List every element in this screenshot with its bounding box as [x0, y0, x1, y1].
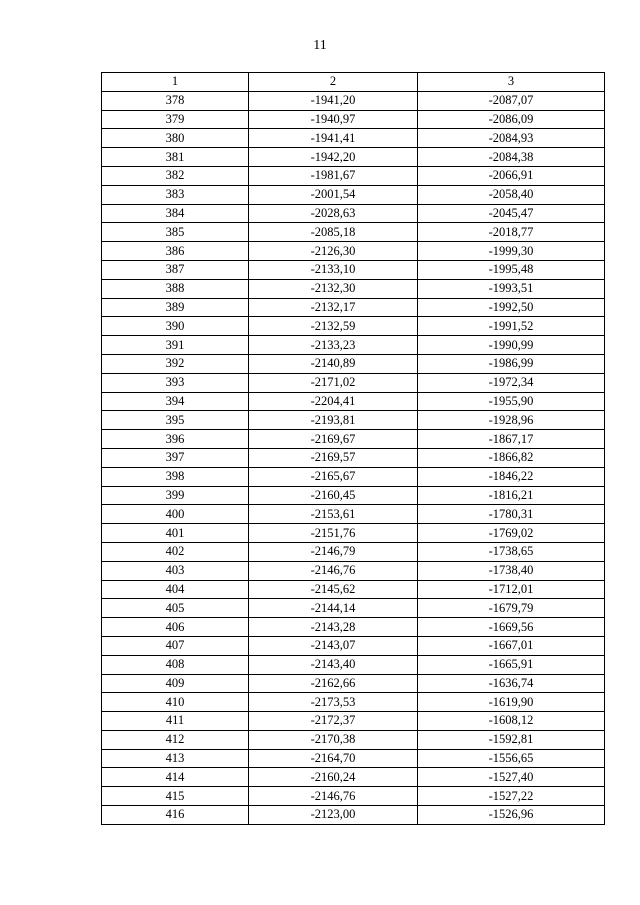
column-header-2: 2: [249, 73, 418, 92]
table-row: [102, 110, 605, 129]
table-cell-col-2: -2140,89: [249, 354, 418, 373]
table-row: [102, 373, 605, 392]
table-cell-col-2: -2028,63: [249, 204, 418, 223]
table-cell-col-3: -1816,21: [418, 486, 605, 505]
table-row: [102, 279, 605, 298]
table-cell-col-3: -1665,91: [418, 655, 605, 674]
table-cell-col-3: -1527,40: [418, 768, 605, 787]
table-cell-col-2: -2160,45: [249, 486, 418, 505]
table-cell-col-2: -2160,24: [249, 768, 418, 787]
table-cell-col-3: -1846,22: [418, 467, 605, 486]
table-cell-col-1: 394: [102, 392, 249, 411]
table-cell-col-2: -2173,53: [249, 693, 418, 712]
table-cell-col-2: -2169,67: [249, 430, 418, 449]
table-row: [102, 693, 605, 712]
table-cell-col-2: -2146,76: [249, 787, 418, 806]
table-cell-col-3: -1679,79: [418, 599, 605, 618]
column-header-3: 3: [418, 73, 605, 92]
table-row: [102, 317, 605, 336]
coordinates-table: [101, 72, 605, 825]
table-row: [102, 411, 605, 430]
table-cell-col-1: 406: [102, 618, 249, 637]
table-cell-col-3: -1769,02: [418, 524, 605, 543]
table-cell-col-2: -2204,41: [249, 392, 418, 411]
table-cell-col-3: -1866,82: [418, 448, 605, 467]
table-cell-col-3: -2084,38: [418, 148, 605, 167]
table-row: [102, 599, 605, 618]
table-cell-col-2: -1941,20: [249, 91, 418, 110]
table-row: [102, 806, 605, 825]
table-cell-col-3: -1995,48: [418, 260, 605, 279]
table-row: [102, 674, 605, 693]
table-cell-col-1: 405: [102, 599, 249, 618]
table-cell-col-3: -1955,90: [418, 392, 605, 411]
table-cell-col-2: -2132,17: [249, 298, 418, 317]
table-cell-col-3: -2084,93: [418, 129, 605, 148]
table-cell-col-2: -2085,18: [249, 223, 418, 242]
table-cell-col-1: 410: [102, 693, 249, 712]
table-cell-col-3: -1780,31: [418, 505, 605, 524]
table-cell-col-3: -2045,47: [418, 204, 605, 223]
table-cell-col-1: 396: [102, 430, 249, 449]
table-cell-col-1: 403: [102, 561, 249, 580]
table-cell-col-2: -2151,76: [249, 524, 418, 543]
table-row: [102, 223, 605, 242]
table-cell-col-1: 404: [102, 580, 249, 599]
table-cell-col-1: 392: [102, 354, 249, 373]
table-cell-col-3: -1928,96: [418, 411, 605, 430]
table-cell-col-2: -2172,37: [249, 712, 418, 731]
table-cell-col-2: -2001,54: [249, 185, 418, 204]
table-cell-col-2: -2193,81: [249, 411, 418, 430]
table-row: [102, 467, 605, 486]
table-cell-col-2: -2144,14: [249, 599, 418, 618]
table-cell-col-2: -1940,97: [249, 110, 418, 129]
table-cell-col-2: -2164,70: [249, 749, 418, 768]
table-cell-col-3: -1636,74: [418, 674, 605, 693]
column-header-1: 1: [102, 73, 249, 92]
table-row: [102, 166, 605, 185]
table-cell-col-2: -2133,10: [249, 260, 418, 279]
table-cell-col-1: 397: [102, 448, 249, 467]
table-row: [102, 712, 605, 731]
table-cell-col-2: -2143,40: [249, 655, 418, 674]
table-cell-col-3: -2086,09: [418, 110, 605, 129]
table-cell-col-1: 378: [102, 91, 249, 110]
table-cell-col-1: 384: [102, 204, 249, 223]
table-cell-col-1: 414: [102, 768, 249, 787]
table-cell-col-2: -2146,76: [249, 561, 418, 580]
table-cell-col-2: -2132,30: [249, 279, 418, 298]
header-row: [102, 73, 605, 92]
table-row: [102, 242, 605, 261]
table-cell-col-3: -1608,12: [418, 712, 605, 731]
table-row: [102, 260, 605, 279]
table-cell-col-1: 383: [102, 185, 249, 204]
table-cell-col-1: 395: [102, 411, 249, 430]
table-cell-col-1: 382: [102, 166, 249, 185]
table-cell-col-3: -1738,40: [418, 561, 605, 580]
table-cell-col-1: 415: [102, 787, 249, 806]
table-row: [102, 524, 605, 543]
table-row: [102, 561, 605, 580]
table-cell-col-2: -2169,57: [249, 448, 418, 467]
table-cell-col-3: -1526,96: [418, 806, 605, 825]
table-cell-col-2: -2133,23: [249, 336, 418, 355]
table-row: [102, 392, 605, 411]
table-row: [102, 148, 605, 167]
table-row: [102, 486, 605, 505]
table-cell-col-2: -2146,79: [249, 542, 418, 561]
table-cell-col-1: 399: [102, 486, 249, 505]
table-cell-col-1: 391: [102, 336, 249, 355]
table-cell-col-1: 413: [102, 749, 249, 768]
table-cell-col-2: -2132,59: [249, 317, 418, 336]
table-row: [102, 618, 605, 637]
table-cell-col-3: -1619,90: [418, 693, 605, 712]
table-row: [102, 768, 605, 787]
table-row: [102, 91, 605, 110]
table-row: [102, 787, 605, 806]
table-row: [102, 636, 605, 655]
page-number: 11: [313, 38, 327, 53]
table-row: [102, 580, 605, 599]
table-cell-col-3: -1667,01: [418, 636, 605, 655]
table-row: [102, 655, 605, 674]
table-header: [102, 73, 605, 92]
table-cell-col-2: -2170,38: [249, 730, 418, 749]
table-cell-col-2: -1981,67: [249, 166, 418, 185]
table-row: [102, 185, 605, 204]
table-cell-col-1: 411: [102, 712, 249, 731]
table-cell-col-2: -1941,41: [249, 129, 418, 148]
table-cell-col-3: -1991,52: [418, 317, 605, 336]
table-cell-col-1: 398: [102, 467, 249, 486]
table-cell-col-3: -1990,99: [418, 336, 605, 355]
table-cell-col-1: 381: [102, 148, 249, 167]
table-cell-col-3: -1556,65: [418, 749, 605, 768]
table-cell-col-2: -2143,07: [249, 636, 418, 655]
table-cell-col-1: 387: [102, 260, 249, 279]
table-cell-col-1: 402: [102, 542, 249, 561]
table-row: [102, 542, 605, 561]
table-cell-col-3: -1527,22: [418, 787, 605, 806]
table-cell-col-3: -1738,65: [418, 542, 605, 561]
table-cell-col-1: 412: [102, 730, 249, 749]
table-cell-col-3: -1592,81: [418, 730, 605, 749]
table-cell-col-1: 407: [102, 636, 249, 655]
table-cell-col-2: -2171,02: [249, 373, 418, 392]
table-cell-col-1: 408: [102, 655, 249, 674]
table-cell-col-1: 380: [102, 129, 249, 148]
table-cell-col-2: -2143,28: [249, 618, 418, 637]
table-row: [102, 448, 605, 467]
table-row: [102, 354, 605, 373]
table-cell-col-1: 409: [102, 674, 249, 693]
table-cell-col-1: 386: [102, 242, 249, 261]
table-cell-col-3: -2066,91: [418, 166, 605, 185]
table-cell-col-2: -2126,30: [249, 242, 418, 261]
table-cell-col-3: -1712,01: [418, 580, 605, 599]
table-cell-col-3: -2058,40: [418, 185, 605, 204]
table-cell-col-1: 390: [102, 317, 249, 336]
table-cell-col-1: 389: [102, 298, 249, 317]
table-cell-col-2: -1942,20: [249, 148, 418, 167]
table-row: [102, 749, 605, 768]
table-row: [102, 430, 605, 449]
table-cell-col-3: -1669,56: [418, 618, 605, 637]
table-cell-col-1: 388: [102, 279, 249, 298]
table-row: [102, 336, 605, 355]
table-cell-col-1: 385: [102, 223, 249, 242]
table-cell-col-1: 393: [102, 373, 249, 392]
table-cell-col-3: -2018,77: [418, 223, 605, 242]
table-cell-col-1: 416: [102, 806, 249, 825]
table-cell-col-1: 401: [102, 524, 249, 543]
table-cell-col-2: -2145,62: [249, 580, 418, 599]
table-cell-col-3: -2087,07: [418, 91, 605, 110]
table-cell-col-3: -1867,17: [418, 430, 605, 449]
table-cell-col-2: -2165,67: [249, 467, 418, 486]
table-cell-col-1: 379: [102, 110, 249, 129]
table-cell-col-3: -1993,51: [418, 279, 605, 298]
table-row: [102, 298, 605, 317]
table-body: [102, 91, 605, 824]
table-row: [102, 730, 605, 749]
table-row: [102, 204, 605, 223]
table-cell-col-2: -2162,66: [249, 674, 418, 693]
table-cell-col-3: -1972,34: [418, 373, 605, 392]
table-cell-col-3: -1986,99: [418, 354, 605, 373]
table-cell-col-3: -1992,50: [418, 298, 605, 317]
table-cell-col-2: -2123,00: [249, 806, 418, 825]
table-row: [102, 505, 605, 524]
table-row: [102, 129, 605, 148]
table-cell-col-1: 400: [102, 505, 249, 524]
table-cell-col-3: -1999,30: [418, 242, 605, 261]
table-cell-col-2: -2153,61: [249, 505, 418, 524]
